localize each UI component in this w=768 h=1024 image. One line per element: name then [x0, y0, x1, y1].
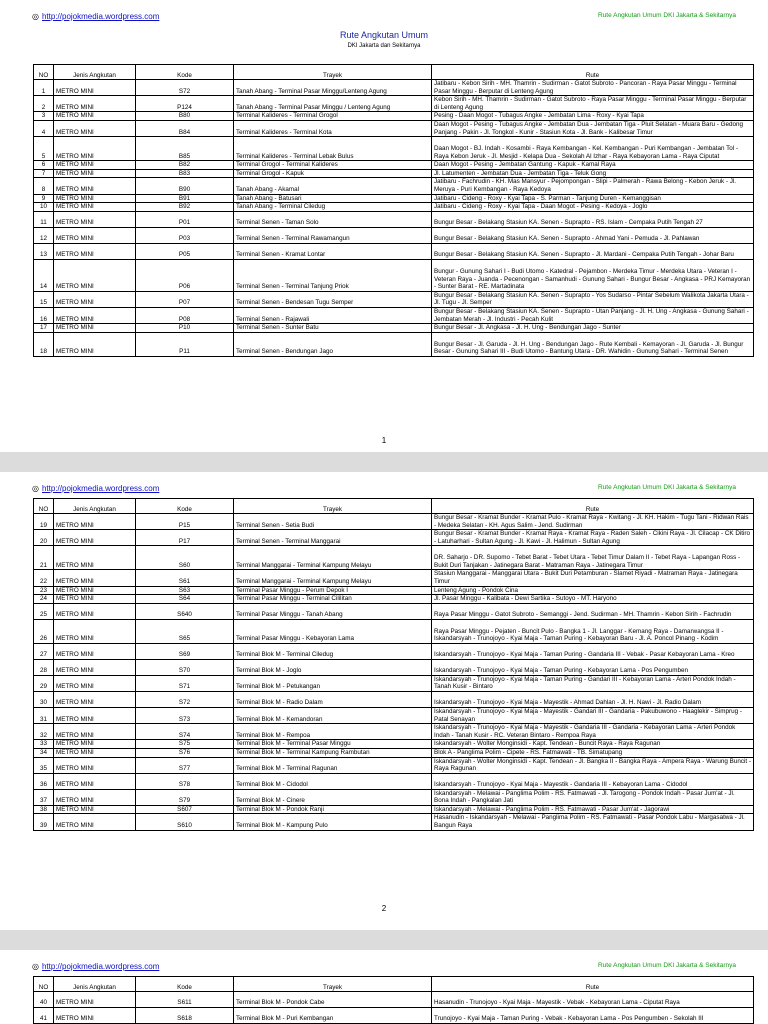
column-header-no: NO	[34, 65, 54, 80]
table-header-row	[34, 977, 754, 992]
cell-no: 1	[34, 80, 54, 96]
cell-jenis: METRO MINI	[54, 675, 136, 691]
cell-trayek: Terminal Senen - Setia Budi	[234, 514, 432, 530]
cell-no: 24	[34, 595, 54, 604]
cell-kode: S640	[136, 603, 234, 619]
cell-rute: Hasanudin - Iskandarsyah - Melawai - Panglima Polim - RS. Fatmawati - Pasar Pondok Labu - Margasatwa - Jl. Bangun Raya	[432, 814, 754, 830]
cell-no: 13	[34, 243, 54, 259]
cell-no: 20	[34, 530, 54, 546]
cell-trayek: Tanah Abang - Terminal Pasar Minggu / Lenteng Agung	[234, 96, 432, 112]
cell-rute: Raya Pasar Minggu - Gatot Subroto - Semanggi - Jend. Sudirman - MH. Thamrin - Kebon Sirih - Fachrudin	[432, 603, 754, 619]
table-row	[34, 259, 754, 291]
cell-jenis: METRO MINI	[54, 740, 136, 749]
cell-no: 23	[34, 586, 54, 595]
column-header-no: NO	[34, 499, 54, 514]
column-header-trayek: Trayek	[234, 65, 432, 80]
table-row	[34, 137, 754, 161]
cell-rute: Bungur Besar - Belakang Stasiun KA. Senen - Suprapto - Ahmad Yani - Pemuda - Jl. Pahlawan	[432, 227, 754, 243]
cell-trayek: Terminal Manggarai - Terminal Kampung Melayu	[234, 546, 432, 570]
cell-rute: Jatibaru - Fachrudin - KH. Mas Mansyur - Pejompongan - Slipi - Palmerah - Rawa Belong - Kebon Jeruk - Jl. Meruya - Puri Kembangan - Raya Kedoya	[432, 178, 754, 194]
cell-trayek: Terminal Blok M - Radio Dalam	[234, 691, 432, 707]
table-row	[34, 307, 754, 323]
cell-kode: B82	[136, 161, 234, 170]
cell-jenis: METRO MINI	[54, 603, 136, 619]
cell-trayek: Terminal Pasar Minggu - Tanah Abang	[234, 603, 432, 619]
cell-trayek: Terminal Blok M - Terminal Kampung Rambutan	[234, 748, 432, 757]
cell-no: 32	[34, 724, 54, 740]
cell-rute: Stasiun Manggarai - Manggarai Utara - Bukit Duri Petamburan - Slamet Riyadi - Matraman Raya - Jatinegara Timur	[432, 570, 754, 586]
cell-kode: S73	[136, 707, 234, 723]
table-row	[34, 546, 754, 570]
cell-rute: Daan Mogot - Pesing - Jembatan Gantung - Kapuk - Kamal Raya	[432, 161, 754, 170]
cell-no: 6	[34, 161, 54, 170]
table-row	[34, 992, 754, 1008]
cell-rute: Trunojoyo - Kyai Maja - Taman Puring - Vebak - Kebayoran Lama - Pos Pengumben - Sekolah III	[432, 1008, 754, 1024]
globe-icon: ◎	[32, 12, 39, 21]
cell-rute: Iskandarsyah - Trunojoyo - Kyai Maja - Mayestik - Gandaria III - Gandaria - Kebayoran Lama - Arteri Pondok Indah - Tanah Kusir - RC. Veteran Bintaro - Rempoa Raya	[432, 724, 754, 740]
document-page-1	[0, 0, 768, 452]
document-subtitle: DKI Jakarta dan Sekitarnya	[347, 43, 421, 49]
column-header-jenis: Jenis Angkutan	[54, 977, 136, 992]
column-header-rute: Rute	[432, 65, 754, 80]
blog-url: http://pojokmedia.wordpress.com	[41, 12, 160, 21]
cell-trayek: Terminal Senen - Terminal Rawamangun	[234, 227, 432, 243]
cell-jenis: METRO MINI	[54, 227, 136, 243]
cell-no: 14	[34, 259, 54, 291]
cell-kode: P01	[136, 211, 234, 227]
table-row	[34, 211, 754, 227]
cell-trayek: Terminal Pasar Minggu - Terminal Cililitan	[234, 595, 432, 604]
cell-kode: S78	[136, 773, 234, 789]
cell-no: 33	[34, 740, 54, 749]
cell-no: 25	[34, 603, 54, 619]
cell-kode: B92	[136, 203, 234, 212]
cell-trayek: Terminal Kalideres - Terminal Lebak Bulus	[234, 137, 432, 161]
cell-jenis: METRO MINI	[54, 643, 136, 659]
cell-trayek: Terminal Senen - Bendungan Jago	[234, 332, 432, 356]
cell-jenis: METRO MINI	[54, 203, 136, 212]
cell-rute: Iskandarsyah - Wolter Monginsidi - Kapt. Tendean - Buncit Raya - Raya Ragunan	[432, 740, 754, 749]
cell-jenis: METRO MINI	[54, 80, 136, 96]
cell-kode: S61	[136, 570, 234, 586]
table-row	[34, 203, 754, 212]
cell-kode: B85	[136, 137, 234, 161]
cell-trayek: Terminal Senen - Kramat Lontar	[234, 243, 432, 259]
cell-jenis: METRO MINI	[54, 324, 136, 333]
cell-rute: Bungur Besar - Belakang Stasiun KA. Senen - Suprapto - Utan Panjang - Jl. H. Ung - Angkasa - Gunung Sahari - Jembatan Merah - Jl. Industri - Pecah Kulit	[432, 307, 754, 323]
cell-jenis: METRO MINI	[54, 169, 136, 178]
cell-no: 11	[34, 211, 54, 227]
table-row	[34, 659, 754, 675]
blog-url: http://pojokmedia.wordpress.com	[41, 484, 160, 493]
route-table	[33, 976, 754, 1024]
cell-jenis: METRO MINI	[54, 724, 136, 740]
table-row	[34, 595, 754, 604]
cell-jenis: METRO MINI	[54, 748, 136, 757]
cell-no: 35	[34, 757, 54, 773]
cell-trayek: Terminal Blok M - Cidodol	[234, 773, 432, 789]
cell-jenis: METRO MINI	[54, 546, 136, 570]
cell-kode: S618	[136, 1008, 234, 1024]
cell-jenis: METRO MINI	[54, 259, 136, 291]
cell-no: 15	[34, 291, 54, 307]
cell-kode: S65	[136, 619, 234, 643]
blog-link[interactable]	[32, 962, 159, 971]
table-row	[34, 96, 754, 112]
site-title: Rute Angkutan Umum DKI Jakarta & Sekitarnya	[597, 12, 736, 19]
cell-no: 29	[34, 675, 54, 691]
cell-rute: Iskandarsyah - Trunojoyo - Kyai Maja - Taman Puring - Gandari III - Kebayoran Lama - Arteri Pondok Indah - Tanah Kusir - Bintaro	[432, 675, 754, 691]
cell-kode: B84	[136, 120, 234, 136]
table-row	[34, 740, 754, 749]
table-row	[34, 80, 754, 96]
column-header-kode: Kode	[136, 499, 234, 514]
cell-jenis: METRO MINI	[54, 137, 136, 161]
page-header	[32, 962, 736, 974]
cell-rute: Iskandarsyah - Trunojoyo - Kyai Maja - Mayestik - Ahmad Dahlan - Jl. H. Nawi - Jl. Radio Dalam	[432, 691, 754, 707]
site-title: Rute Angkutan Umum DKI Jakarta & Sekitarnya	[597, 484, 736, 491]
cell-trayek: Terminal Pasar Minggu - Perum Depok I	[234, 586, 432, 595]
cell-trayek: Terminal Kalideres - Terminal Kota	[234, 120, 432, 136]
table-row	[34, 112, 754, 121]
cell-jenis: METRO MINI	[54, 120, 136, 136]
blog-link[interactable]	[32, 12, 159, 21]
route-table	[33, 64, 754, 357]
cell-rute: Daan Mogot - Pesing - Tubagus Angke - Jembatan Dua - Jembatan Tiga - Pluit Selatan - Muara Baru - Gedong Panjang - Pakin - Jl. Tongkol - Kunir - Stasiun Kota - Jl. Bank - Kalibesar Timur	[432, 120, 754, 136]
cell-kode: S611	[136, 992, 234, 1008]
cell-no: 31	[34, 707, 54, 723]
cell-rute: Bungur Besar - Kramat Bunder - Kramat Raya - Kramat Raya - Raden Saleh - Cikini Raya - Jl. Cilacap - CK Ditiro - Latuharhari - Sultan Agung - Jl. Kawi - Jl. Halimun - Sultan Agung	[432, 530, 754, 546]
cell-jenis: METRO MINI	[54, 514, 136, 530]
cell-kode: S64	[136, 595, 234, 604]
cell-kode: P08	[136, 307, 234, 323]
cell-no: 26	[34, 619, 54, 643]
cell-rute: Raya Pasar Minggu - Pejaten - Buncit Pulo - Bangka 1 - Jl. Langgar - Kemang Raya - Damarwangsa II - Iskandarsyah - Trunojoyo - Kyai Maja - Taman Puring - Kebayoran Baru - Jl. A. Poncol Pinang - Kodim	[432, 619, 754, 643]
table-row	[34, 194, 754, 203]
table-row	[34, 748, 754, 757]
column-header-kode: Kode	[136, 65, 234, 80]
table-row	[34, 1008, 754, 1024]
cell-no: 16	[34, 307, 54, 323]
cell-trayek: Terminal Kalideres - Terminal Grogol	[234, 112, 432, 121]
cell-no: 19	[34, 514, 54, 530]
cell-jenis: METRO MINI	[54, 96, 136, 112]
cell-rute: Iskandarsyah - Trunojoyo - Kyai Maja - Mayestik - Gandaria III - Kebayoran Lama - Cidodol	[432, 773, 754, 789]
cell-trayek: Terminal Blok M - Cinere	[234, 789, 432, 805]
cell-kode: P124	[136, 96, 234, 112]
document-page-2	[0, 472, 768, 930]
cell-no: 36	[34, 773, 54, 789]
cell-kode: S75	[136, 740, 234, 749]
page-header	[32, 12, 736, 24]
cell-rute: Jatibaru - Kebon Sirih - MH. Thamrin - Sudirman - Gatot Subroto - Pancoran - Raya Pasar Minggu - Terminal Pasar Minggu - Berputar di Lenteng Agung	[432, 80, 754, 96]
cell-kode: S72	[136, 691, 234, 707]
blog-url: http://pojokmedia.wordpress.com	[41, 962, 160, 971]
cell-trayek: Terminal Manggarai - Terminal Kampung Melayu	[234, 570, 432, 586]
table-header-row	[34, 65, 754, 80]
cell-jenis: METRO MINI	[54, 570, 136, 586]
cell-rute: Bungur Besar - Belakang Stasiun KA. Senen - Suprapto - RS. Islam - Cempaka Putih Tengah 27	[432, 211, 754, 227]
cell-rute: Iskandarsyah - Trunojoyo - Kyai Maja - Mayestik - Gandari III - Gandaria - Pakubuwono - Haaglekir - Simprug - Patal Senayan	[432, 707, 754, 723]
cell-trayek: Tanah Abang - Akamal	[234, 178, 432, 194]
cell-kode: S60	[136, 546, 234, 570]
cell-rute: Kebon Sirih - MH. Thamrin - Sudirman - Gatot Subroto - Raya Pasar Minggu - Terminal Pasar Minggu - Berputar di Lenteng Agung	[432, 96, 754, 112]
cell-rute: Daan Mogot - BJ. Indah - Kosambi - Raya Kembangan - Kel. Kembangan - Puri Kembangan - Jembatan Tol - Raya Kebon Jeruk - Jl. Mesjid - Kelapa Dua - Sekolah Al Izhar - Raya Kebayoran Lama - Raya Ciputat	[432, 137, 754, 161]
cell-kode: P07	[136, 291, 234, 307]
table-row	[34, 169, 754, 178]
site-title: Rute Angkutan Umum DKI Jakarta & Sekitarnya	[597, 962, 736, 969]
cell-kode: S70	[136, 659, 234, 675]
table-row	[34, 619, 754, 643]
globe-icon: ◎	[32, 484, 39, 493]
cell-no: 7	[34, 169, 54, 178]
cell-jenis: METRO MINI	[54, 307, 136, 323]
cell-rute: Jatibaru - Cideng - Roxy - Kyai Tapa - S. Parman - Tanjung Duren - Kemanggisan	[432, 194, 754, 203]
cell-kode: P06	[136, 259, 234, 291]
cell-trayek: Terminal Senen - Terminal Manggarai	[234, 530, 432, 546]
cell-rute: Bungur Besar - Belakang Stasiun KA. Senen - Suprapto - Jl. Mardani - Cempaka Putih Tengah - Johar Baru	[432, 243, 754, 259]
table-row	[34, 724, 754, 740]
cell-jenis: METRO MINI	[54, 595, 136, 604]
cell-rute: Iskandarsyah - Trunojoyo - Kyai Maja - Taman Puring - Kebayoran Lama - Pos Pengumben	[432, 659, 754, 675]
cell-jenis: METRO MINI	[54, 211, 136, 227]
table-row	[34, 530, 754, 546]
cell-trayek: Terminal Senen - Taman Solo	[234, 211, 432, 227]
cell-jenis: METRO MINI	[54, 243, 136, 259]
column-header-jenis: Jenis Angkutan	[54, 65, 136, 80]
route-table	[33, 498, 754, 831]
table-row	[34, 514, 754, 530]
cell-rute: Bungur Besar - Jl. Angkasa - Jl. H. Ung - Bendungan Jago - Sunter	[432, 324, 754, 333]
table-row	[34, 691, 754, 707]
table-row	[34, 675, 754, 691]
cell-kode: S79	[136, 789, 234, 805]
cell-trayek: Terminal Senen - Bendesan Tugu Semper	[234, 291, 432, 307]
cell-rute: Iskandarsyah - Trunojoyo - Kyai Maja - Taman Puring - Gandaria III - Vebak - Pasar Kebayoran Lama - Kreo	[432, 643, 754, 659]
cell-jenis: METRO MINI	[54, 992, 136, 1008]
column-header-rute: Rute	[432, 977, 754, 992]
cell-rute: Jl. Pasar Minggu - Kalibata - Dewi Sartika - Sutoyo - MT. Haryono	[432, 595, 754, 604]
cell-trayek: Terminal Blok M - Kampung Pulo	[234, 814, 432, 830]
cell-trayek: Terminal Pasar Minggu - Kebayoran Lama	[234, 619, 432, 643]
table-row	[34, 757, 754, 773]
cell-jenis: METRO MINI	[54, 112, 136, 121]
cell-no: 39	[34, 814, 54, 830]
cell-jenis: METRO MINI	[54, 178, 136, 194]
cell-no: 5	[34, 137, 54, 161]
cell-kode: S72	[136, 80, 234, 96]
cell-no: 9	[34, 194, 54, 203]
cell-kode: P11	[136, 332, 234, 356]
column-header-trayek: Trayek	[234, 499, 432, 514]
cell-no: 28	[34, 659, 54, 675]
cell-no: 38	[34, 805, 54, 814]
cell-trayek: Terminal Blok M - Rempoa	[234, 724, 432, 740]
table-row	[34, 586, 754, 595]
cell-trayek: Terminal Blok M - Joglo	[234, 659, 432, 675]
cell-kode: S76	[136, 748, 234, 757]
cell-no: 34	[34, 748, 54, 757]
cell-no: 37	[34, 789, 54, 805]
cell-trayek: Terminal Blok M - Puri Kembangan	[234, 1008, 432, 1024]
table-row	[34, 178, 754, 194]
table-row	[34, 227, 754, 243]
cell-trayek: Tanah Abang - Terminal Pasar Minggu/Lenteng Agung	[234, 80, 432, 96]
cell-no: 41	[34, 1008, 54, 1024]
cell-trayek: Terminal Blok M - Terminal Ragunan	[234, 757, 432, 773]
table-row	[34, 332, 754, 356]
cell-jenis: METRO MINI	[54, 773, 136, 789]
cell-trayek: Terminal Senen - Sunter Batu	[234, 324, 432, 333]
page-number: 1	[381, 436, 387, 445]
cell-rute: Lenteng Agung - Pondok Cina	[432, 586, 754, 595]
cell-kode: S74	[136, 724, 234, 740]
cell-no: 27	[34, 643, 54, 659]
cell-kode: B83	[136, 169, 234, 178]
document-page-3	[0, 950, 768, 1024]
cell-jenis: METRO MINI	[54, 757, 136, 773]
table-row	[34, 707, 754, 723]
cell-trayek: Tanah Abang - Terminal Ciledug	[234, 203, 432, 212]
cell-jenis: METRO MINI	[54, 332, 136, 356]
cell-no: 2	[34, 96, 54, 112]
cell-jenis: METRO MINI	[54, 530, 136, 546]
cell-rute: Hasanudin - Trunojoyo - Kyai Maja - Mayestik - Vebak - Kebayoran Lama - Ciputat Raya	[432, 992, 754, 1008]
cell-jenis: METRO MINI	[54, 789, 136, 805]
cell-no: 3	[34, 112, 54, 121]
cell-jenis: METRO MINI	[54, 659, 136, 675]
cell-jenis: METRO MINI	[54, 691, 136, 707]
cell-jenis: METRO MINI	[54, 194, 136, 203]
cell-jenis: METRO MINI	[54, 814, 136, 830]
cell-jenis: METRO MINI	[54, 707, 136, 723]
cell-jenis: METRO MINI	[54, 805, 136, 814]
cell-rute: Bungur Besar - Belakang Stasiun KA. Senen - Suprapto - Yos Sudarso - Pintar Sebelum Walikota Jakarta Utara - Jl. Tugu - Jl. Semper	[432, 291, 754, 307]
cell-kode: S607	[136, 805, 234, 814]
cell-rute: Bungur - Gunung Sahari I - Budi Utomo - Katedral - Pejambon - Merdeka Timur - Merdeka Utara - Veteran I - Veteran Raya - Juanda - Pecenongan - Samanhudi - Gunung Sahari - Bungur Besar - Angkasa - PRJ Kemayoran - Sunter Barat - RE. Martadinata	[432, 259, 754, 291]
cell-rute: Bungur Besar - Kramat Bunder - Kramat Pulo - Kramat Raya - Kwitang - Jl. KH. Hakim - Tugu Tani - Ridwan Rais - Medeka Selatan - KH. Agus Salim - Jend. Sudirman	[432, 514, 754, 530]
cell-jenis: METRO MINI	[54, 1008, 136, 1024]
cell-rute: Iskandarsyah - Melawai - Panglima Polim - RS. Fatmawati - Pasar Jum'at - Jagorawi	[432, 805, 754, 814]
cell-kode: P05	[136, 243, 234, 259]
cell-no: 10	[34, 203, 54, 212]
page-number: 2	[381, 904, 387, 913]
cell-kode: B91	[136, 194, 234, 203]
page-header	[32, 484, 736, 496]
table-row	[34, 161, 754, 170]
cell-no: 8	[34, 178, 54, 194]
cell-trayek: Terminal Blok M - Pondok Cabe	[234, 992, 432, 1008]
cell-no: 40	[34, 992, 54, 1008]
table-row	[34, 814, 754, 830]
table-row	[34, 643, 754, 659]
cell-trayek: Terminal Blok M - Terminal Ciledug	[234, 643, 432, 659]
cell-jenis: METRO MINI	[54, 586, 136, 595]
cell-jenis: METRO MINI	[54, 161, 136, 170]
cell-no: 30	[34, 691, 54, 707]
cell-trayek: Terminal Blok M - Pondok Ranji	[234, 805, 432, 814]
cell-jenis: METRO MINI	[54, 619, 136, 643]
column-header-trayek: Trayek	[234, 977, 432, 992]
cell-kode: P15	[136, 514, 234, 530]
table-row	[34, 243, 754, 259]
cell-no: 22	[34, 570, 54, 586]
cell-trayek: Terminal Senen - Rajawali	[234, 307, 432, 323]
cell-jenis: METRO MINI	[54, 291, 136, 307]
cell-no: 4	[34, 120, 54, 136]
cell-rute: DR. Saharjo - DR. Supomo - Tebet Barat - Tebet Utara - Tebet Timur Dalam II - Tebet Raya - Lapangan Ross - Bukit Duri Tanjakan - Jatinegara Barat - Matraman Raya - Jatinegara Timur	[432, 546, 754, 570]
document-title: Rute Angkutan Umum	[339, 30, 429, 40]
column-header-kode: Kode	[136, 977, 234, 992]
table-row	[34, 773, 754, 789]
cell-rute: Jatibaru - Cideng - Roxy - Kyai Tapa - Daan Mogot - Pesing - Kedoya - Joglo	[432, 203, 754, 212]
table-row	[34, 570, 754, 586]
cell-trayek: Terminal Blok M - Terminal Pasar Minggu	[234, 740, 432, 749]
table-row	[34, 291, 754, 307]
cell-kode: S610	[136, 814, 234, 830]
cell-kode: S71	[136, 675, 234, 691]
cell-no: 12	[34, 227, 54, 243]
cell-rute: Bungur Besar - Jl. Garuda - Jl. H. Ung - Bendungan Jago - Rute Kembali - Kemayoran - Jl. Garuda - Jl. Bungur Besar - Gunung Sahari III - Budi Utomo - Bantung Utara - DR. Wahidin - Gunung Sahari - Terminal Senen	[432, 332, 754, 356]
cell-trayek: Terminal Senen - Terminal Tanjung Priok	[234, 259, 432, 291]
table-row	[34, 789, 754, 805]
cell-trayek: Terminal Blok M - Petukangan	[234, 675, 432, 691]
cell-trayek: Terminal Grogol - Terminal Kalideres	[234, 161, 432, 170]
cell-kode: B90	[136, 178, 234, 194]
cell-trayek: Terminal Blok M - Kemandoran	[234, 707, 432, 723]
cell-rute: Jl. Latumenten - Jembatan Dua - Jembatan Tiga - Teluk Gong	[432, 169, 754, 178]
globe-icon: ◎	[32, 962, 39, 971]
column-header-no: NO	[34, 977, 54, 992]
cell-rute: Iskandarsyah - Melawai - Panglima Polim - RS. Fatmawati - Jl. Tarogong - Pondok Indah - Pasar Jum'at - Jl. Bona Indah - Pangkalan Jati	[432, 789, 754, 805]
table-row	[34, 120, 754, 136]
cell-no: 21	[34, 546, 54, 570]
cell-kode: P03	[136, 227, 234, 243]
column-header-jenis: Jenis Angkutan	[54, 499, 136, 514]
table-row	[34, 805, 754, 814]
cell-kode: B80	[136, 112, 234, 121]
blog-link[interactable]	[32, 484, 159, 493]
cell-trayek: Tanah Abang - Batusari	[234, 194, 432, 203]
cell-kode: P17	[136, 530, 234, 546]
cell-kode: S63	[136, 586, 234, 595]
cell-kode: S77	[136, 757, 234, 773]
cell-rute: Pesing - Daan Mogot - Tubagus Angke - Jembatan Lima - Roxy - Kyai Tapa	[432, 112, 754, 121]
cell-no: 17	[34, 324, 54, 333]
cell-kode: P10	[136, 324, 234, 333]
cell-kode: S69	[136, 643, 234, 659]
table-row	[34, 324, 754, 333]
table-header-row	[34, 499, 754, 514]
cell-trayek: Terminal Grogol - Kapuk	[234, 169, 432, 178]
cell-rute: Blok A - Panglima Polim - Cipete - RS. Fatmawati - TB. Simatupang	[432, 748, 754, 757]
cell-no: 18	[34, 332, 54, 356]
cell-rute: Iskandarsyah - Wolter Monginsidi - Kapt. Tendean - Jl. Bangka II - Bangka Raya - Ampera Raya - Warung Buncit - Raya Ragunan	[432, 757, 754, 773]
column-header-rute: Rute	[432, 499, 754, 514]
table-row	[34, 603, 754, 619]
